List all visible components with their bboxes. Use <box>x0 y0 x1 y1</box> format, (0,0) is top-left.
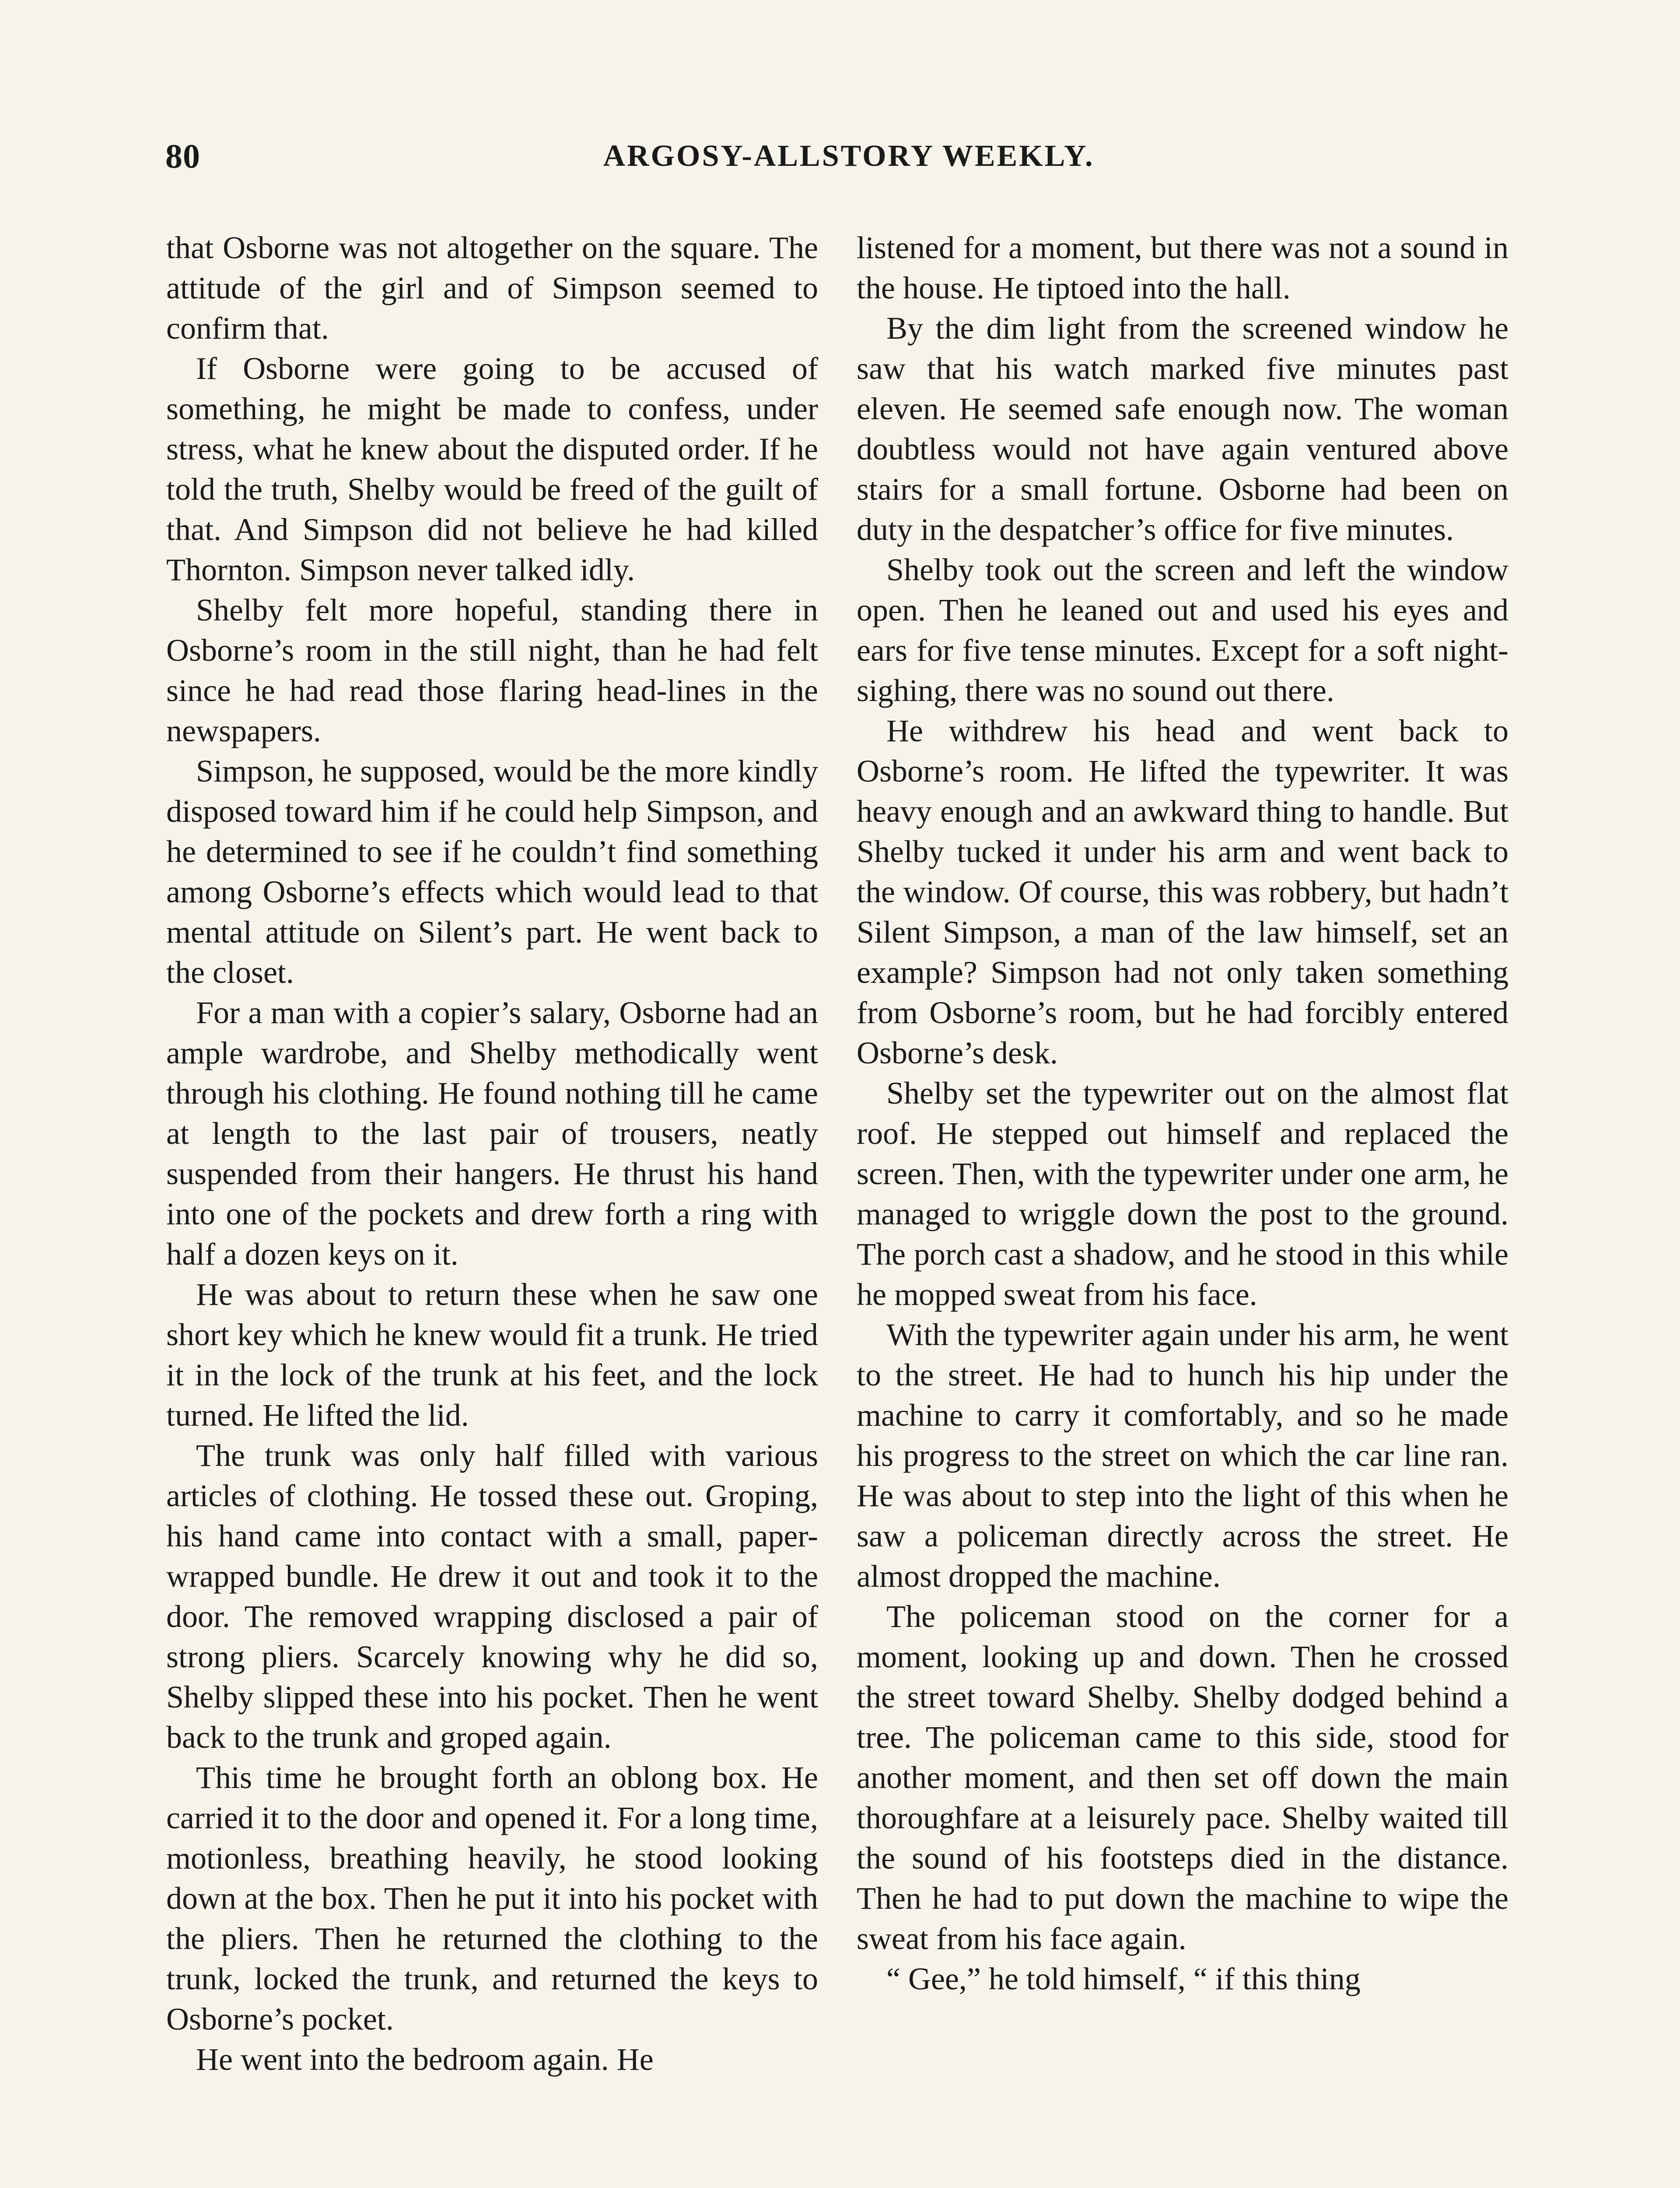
paragraph: that Osborne was not altogether on the square. The attitude of the girl and of Simpson seemed to confirm that. <box>166 230 818 346</box>
page-number: 80 <box>165 137 200 175</box>
paragraph: The policeman stood on the corner for a moment, looking up and down. Then he crossed the street toward Shelby. Shelby dodged behind a tree. The policeman came to this side, stood for another moment, and then set off down the main thoroughfare at a leisurely pace. Shelby waited till the sound of his footsteps died in the distance. Then he had to put down the machine to wipe the sweat from his face again. <box>857 1599 1508 1956</box>
paragraph: Shelby set the typewriter out on the almost flat roof. He stepped out himself and replaced the screen. Then, with the typewriter under one arm, he managed to wriggle down the post to the ground. The porch cast a shadow, and he stood in this while he mopped sweat from his face. <box>857 1076 1508 1312</box>
paragraph: “ Gee,” he told himself, “ if this thing <box>886 1961 1361 1996</box>
left-column <box>166 228 818 2079</box>
right-column <box>857 228 1508 1999</box>
paragraph: For a man with a copier’s salary, Osborne had an ample wardrobe, and Shelby methodically went through his clothing. He found nothing till he came at length to the last pair of trousers, neatly suspended from their hangers. He thrust his hand into one of the pockets and drew forth a ring with half a dozen keys on it. <box>166 995 818 1272</box>
paragraph: Shelby took out the screen and left the window open. Then he leaned out and used his eyes and ears for five tense minutes. Except for a soft night-sighing, there was no sound out there. <box>857 552 1508 708</box>
paragraph: With the typewriter again under his arm, he went to the street. He had to hunch his hip under the machine to carry it comfortably, and so he made his progress to the street on which the car line ran. He was about to step into the light of this when he saw a policeman directly across the street. He almost dropped the machine. <box>857 1317 1508 1594</box>
paragraph: This time he brought forth an oblong box. He carried it to the door and opened it. For a long time, motionless, breathing heavily, he stood looking down at the box. Then he put it into his pocket with the pliers. Then he returned the clothing to the trunk, locked the trunk, and returned the keys to Osborne’s pocket. <box>166 1760 818 2037</box>
paragraph: If Osborne were going to be accused of something, he might be made to confess, under stress, what he knew about the disputed order. If he told the truth, Shelby would be freed of the guilt of that. And Simpson did not believe he had killed Thornton. Simpson never talked idly. <box>166 351 818 587</box>
paragraph: listened for a moment, but there was not a sound in the house. He tiptoed into the hall. <box>857 230 1508 305</box>
paragraph: By the dim light from the screened window he saw that his watch marked five minutes past eleven. He seemed safe enough now. The woman doubtless would not have again ventured above stairs for a small fortune. Osborne had been on duty in the despatcher’s office for five minutes. <box>857 311 1508 547</box>
paragraph: The trunk was only half filled with various articles of clothing. He tossed these out. Groping, his hand came into contact with a small, paper-wrapped bundle. He drew it out and took it to the door. The removed wrapping disclosed a pair of strong pliers. Scarcely knowing why he did so, Shelby slipped these into his pocket. Then he went back to the trunk and groped again. <box>166 1438 818 1755</box>
paragraph: Shelby felt more hopeful, standing there in Osborne’s room in the still night, than he had felt since he had read those flaring head-lines in the newspapers. <box>166 593 818 748</box>
paragraph: Simpson, he supposed, would be the more kindly disposed toward him if he could help Simpson, and he determined to see if he couldn’t find something among Osborne’s effects which would lead to that mental attitude on Silent’s part. He went back to the closet. <box>166 754 818 990</box>
paragraph: He was about to return these when he saw one short key which he knew would fit a trunk. He tried it in the lock of the trunk at his feet, and the lock turned. He lifted the lid. <box>166 1277 818 1433</box>
running-head: ARGOSY-ALLSTORY WEEKLY. <box>603 139 1095 173</box>
paragraph: He went into the bedroom again. He <box>196 2042 654 2077</box>
paragraph: He withdrew his head and went back to Osborne’s room. He lifted the typewriter. It was heavy enough and an awkward thing to handle. But Shelby tucked it under his arm and went back to the window. Of course, this was robbery, but hadn’t Silent Simpson, a man of the law himself, set an example? Simpson had not only taken something from Osborne’s room, but he had forcibly entered Osborne’s desk. <box>857 713 1508 1070</box>
